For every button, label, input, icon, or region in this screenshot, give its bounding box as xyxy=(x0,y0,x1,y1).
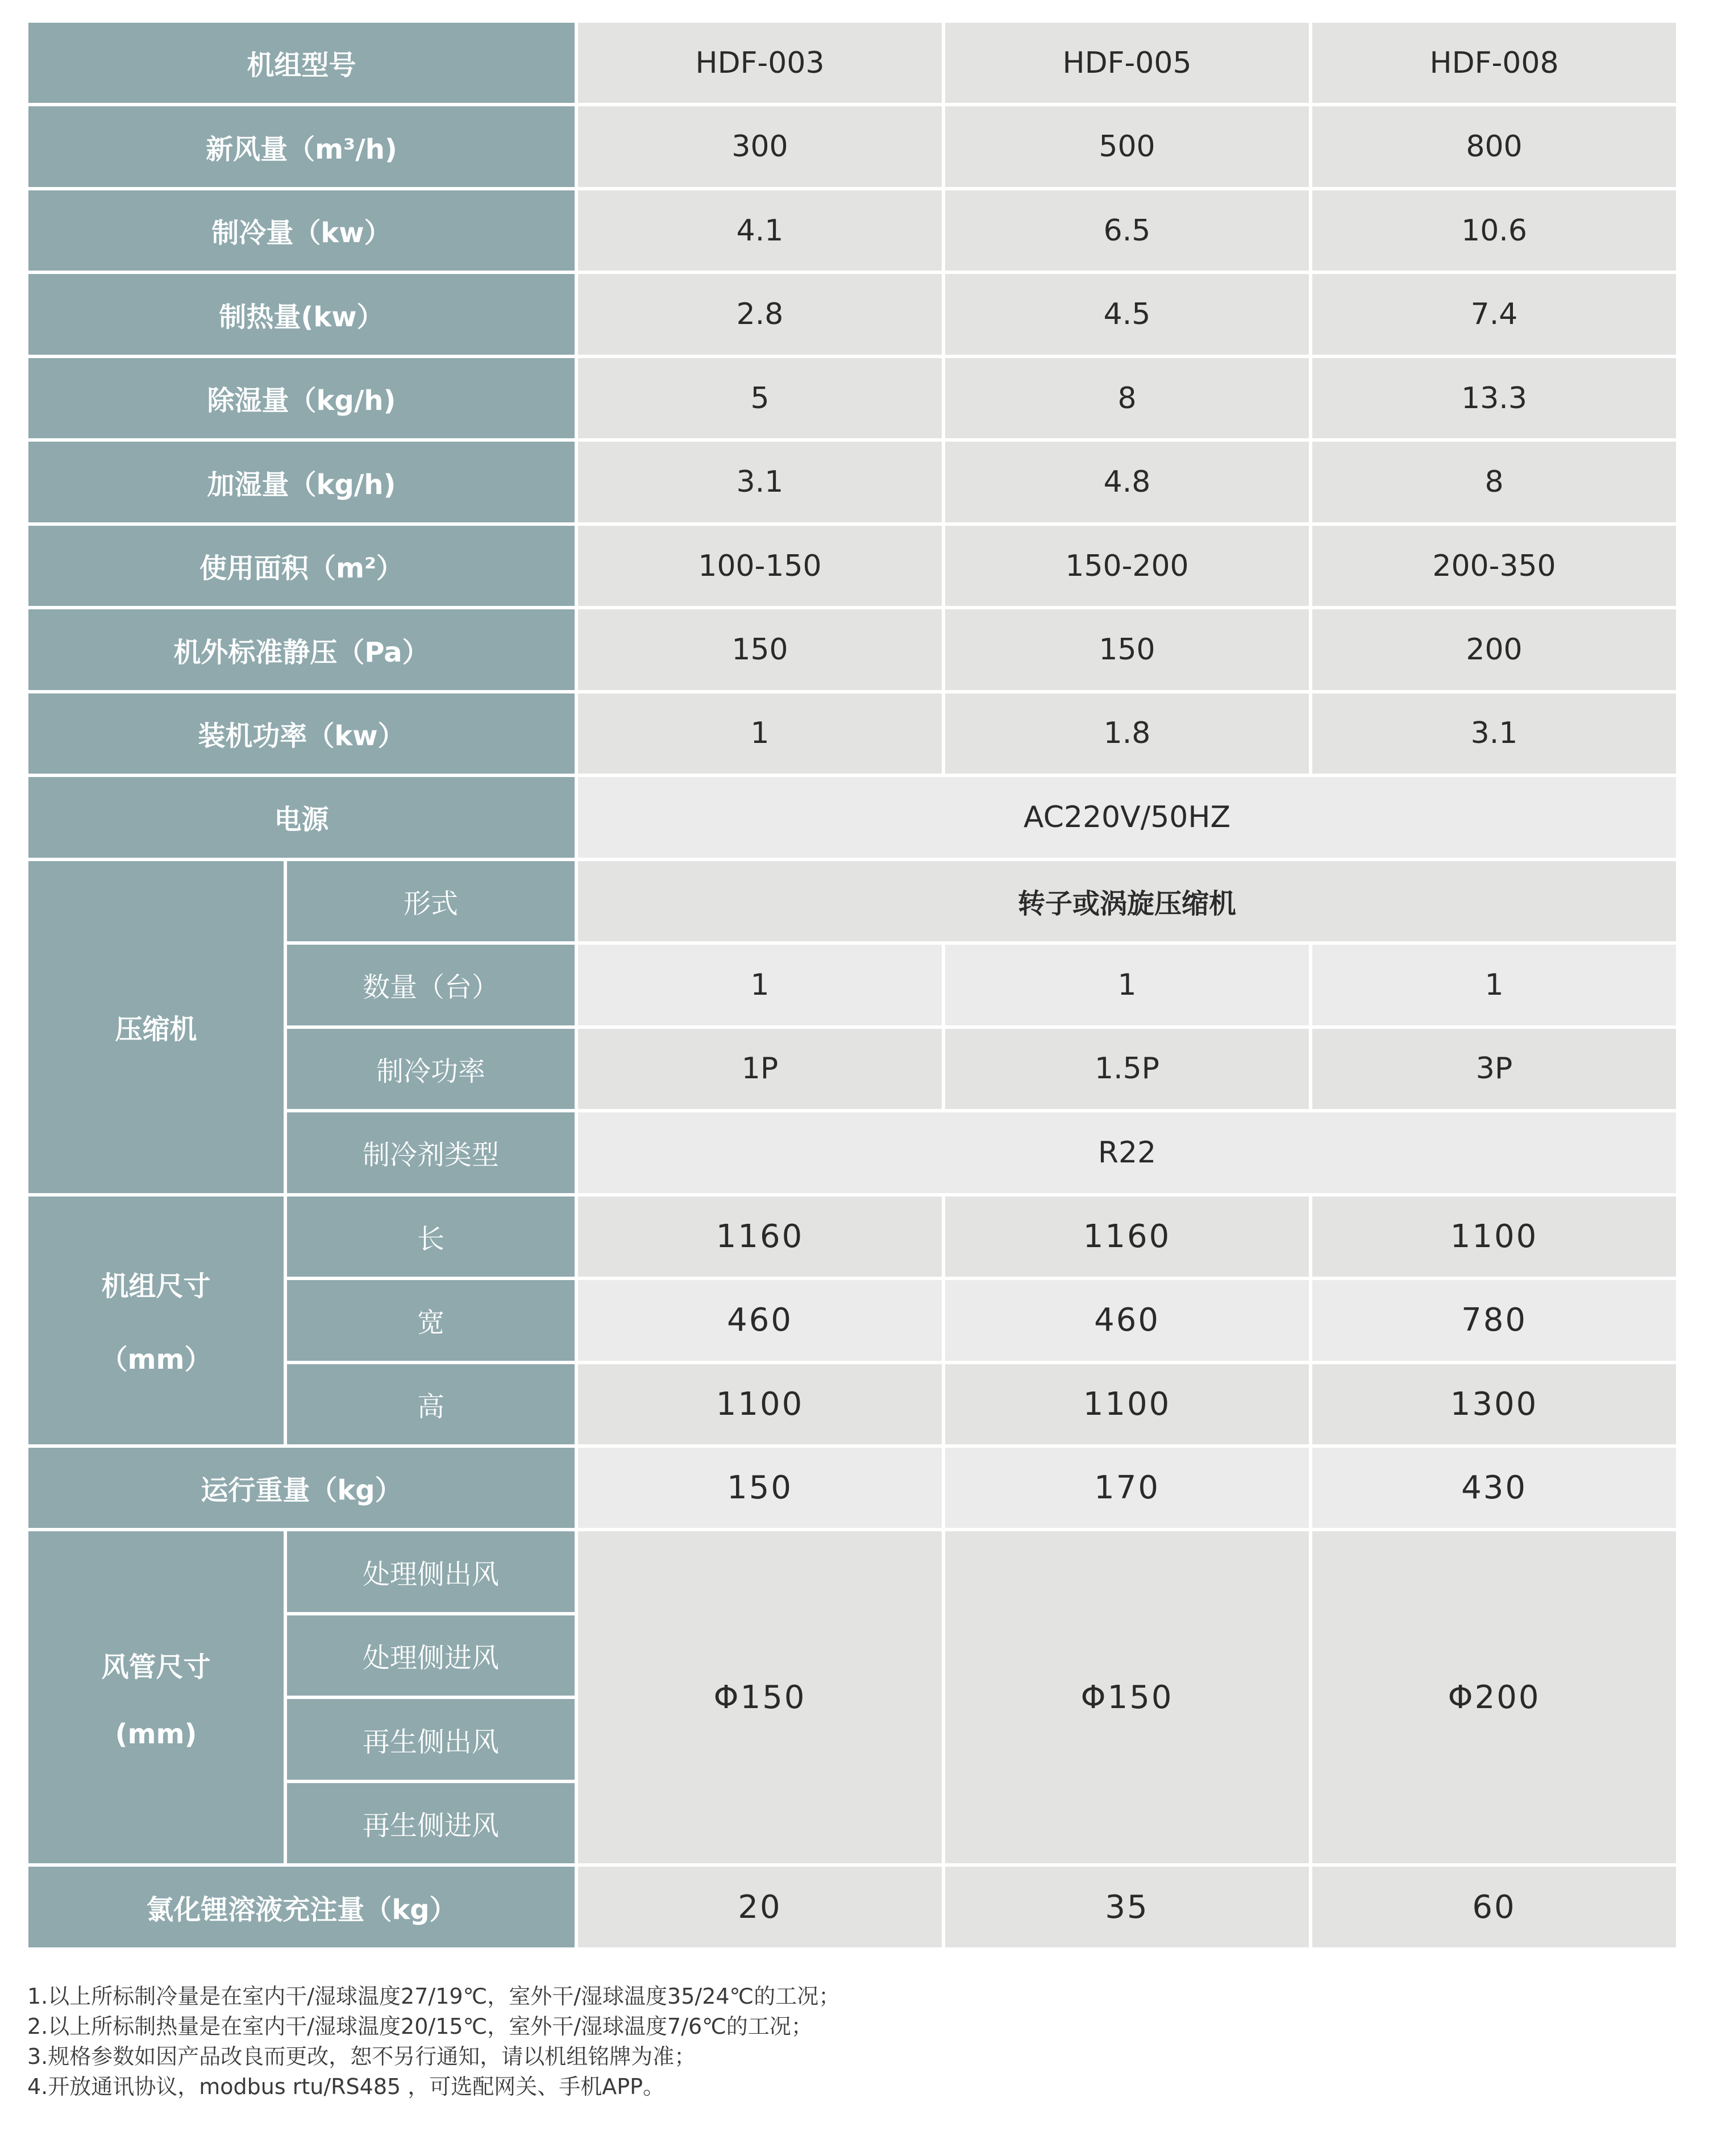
row-humid xyxy=(28,442,1676,522)
cooling-power-value: 1P xyxy=(578,1029,942,1109)
static-pressure-value: 150 xyxy=(945,609,1309,689)
static-pressure-label: 机外标准静压（Pa） xyxy=(28,609,575,689)
length-value: 1100 xyxy=(1312,1197,1676,1277)
cooling-power-label: 制冷功率 xyxy=(287,1029,575,1109)
humid-label: 加湿量（kg/h) xyxy=(28,442,575,522)
area-value: 200-350 xyxy=(1312,526,1676,606)
duct-title: 风管尺寸 xyxy=(101,1651,211,1683)
height-value: 1100 xyxy=(945,1364,1309,1444)
weight-value: 170 xyxy=(945,1448,1309,1528)
licl-label: 氯化锂溶液充注量（kg） xyxy=(28,1867,575,1947)
dimensions-label xyxy=(28,1197,284,1444)
cooling-label: 制冷量（kw） xyxy=(28,190,575,271)
duct-unit: (mm) xyxy=(115,1718,197,1750)
area-label: 使用面积（m²） xyxy=(28,526,575,606)
duct-value: Φ200 xyxy=(1312,1531,1676,1863)
duct-label xyxy=(28,1531,284,1863)
humid-value: 3.1 xyxy=(578,442,942,522)
weight-value: 150 xyxy=(578,1448,942,1528)
compressor-count-label: 数量（台） xyxy=(287,945,575,1025)
note-line: 4.开放通讯协议，modbus rtu/RS485 ，可选配网关、手机APP。 xyxy=(27,2074,665,2099)
row-static-pressure xyxy=(28,609,1676,689)
dehumid-value: 8 xyxy=(945,358,1309,438)
note-line: 3.规格参数如因产品改良而更改，恕不另行通知，请以机组铭牌为准； xyxy=(27,2044,696,2069)
dimensions-unit: （mm） xyxy=(100,1343,212,1376)
power-value: 1 xyxy=(578,693,942,774)
model-label: 机组型号 xyxy=(28,23,575,103)
cooling-power-value: 3P xyxy=(1312,1029,1676,1109)
licl-value: 35 xyxy=(945,1867,1309,1947)
fresh-air-value: 800 xyxy=(1312,106,1676,186)
compressor-count-value: 1 xyxy=(945,945,1309,1025)
length-value: 1160 xyxy=(945,1197,1309,1277)
power-value: 1.8 xyxy=(945,693,1309,774)
duct-item-label: 处理侧进风 xyxy=(287,1615,575,1696)
row-fresh-air xyxy=(28,106,1676,186)
power-value: 3.1 xyxy=(1312,693,1676,774)
power-label: 装机功率（kw） xyxy=(28,693,575,774)
row-compressor-type xyxy=(28,861,1676,941)
row-area xyxy=(28,526,1676,606)
height-value: 1100 xyxy=(578,1364,942,1444)
row-cooling xyxy=(28,190,1676,271)
heating-label: 制热量(kw） xyxy=(28,274,575,354)
compressor-count-value: 1 xyxy=(1312,945,1676,1025)
refrigerant-label: 制冷剂类型 xyxy=(287,1112,575,1193)
compressor-label: 压缩机 xyxy=(28,861,284,1193)
cooling-value: 6.5 xyxy=(945,190,1309,271)
cooling-value: 10.6 xyxy=(1312,190,1676,271)
duct-item-label: 再生侧进风 xyxy=(287,1783,575,1863)
row-model xyxy=(28,23,1676,103)
dimensions-title: 机组尺寸 xyxy=(101,1270,211,1302)
note-line: 1.以上所标制冷量是在室内干/湿球温度27/19℃，室外干/湿球温度35/24℃的工况； xyxy=(27,1984,841,2009)
cooling-power-value: 1.5P xyxy=(945,1029,1309,1109)
note-line: 2.以上所标制热量是在室内干/湿球温度20/15℃，室外干/湿球温度7/6℃的工况； xyxy=(27,2014,813,2039)
fresh-air-value: 500 xyxy=(945,106,1309,186)
duct-item-label: 处理侧出风 xyxy=(287,1531,575,1611)
width-value: 460 xyxy=(578,1280,942,1360)
licl-value: 20 xyxy=(578,1867,942,1947)
weight-label: 运行重量（kg） xyxy=(28,1448,575,1528)
duct-item-label: 再生侧出风 xyxy=(287,1699,575,1779)
duct-value: Φ150 xyxy=(945,1531,1309,1863)
spec-table xyxy=(25,19,1679,1951)
fresh-air-label: 新风量（m³/h) xyxy=(28,106,575,186)
dehumid-value: 5 xyxy=(578,358,942,438)
width-value: 460 xyxy=(945,1280,1309,1360)
duct-value: Φ150 xyxy=(578,1531,942,1863)
dehumid-value: 13.3 xyxy=(1312,358,1676,438)
static-pressure-value: 150 xyxy=(578,609,942,689)
humid-value: 4.8 xyxy=(945,442,1309,522)
area-value: 150-200 xyxy=(945,526,1309,606)
width-value: 780 xyxy=(1312,1280,1676,1360)
heating-value: 7.4 xyxy=(1312,274,1676,354)
row-dehumid xyxy=(28,358,1676,438)
length-value: 1160 xyxy=(578,1197,942,1277)
model-name: HDF-003 xyxy=(578,23,942,103)
compressor-type-value: 转子或涡旋压缩机 xyxy=(578,861,1676,941)
length-label: 长 xyxy=(287,1197,575,1277)
row-licl xyxy=(28,1867,1676,1947)
notes xyxy=(27,1981,1675,2102)
static-pressure-value: 200 xyxy=(1312,609,1676,689)
model-name: HDF-008 xyxy=(1312,23,1676,103)
fresh-air-value: 300 xyxy=(578,106,942,186)
area-value: 100-150 xyxy=(578,526,942,606)
model-name: HDF-005 xyxy=(945,23,1309,103)
row-power xyxy=(28,693,1676,774)
height-value: 1300 xyxy=(1312,1364,1676,1444)
row-weight xyxy=(28,1448,1676,1528)
humid-value: 8 xyxy=(1312,442,1676,522)
cooling-value: 4.1 xyxy=(578,190,942,271)
width-label: 宽 xyxy=(287,1280,575,1360)
supply-label: 电源 xyxy=(28,777,575,857)
weight-value: 430 xyxy=(1312,1448,1676,1528)
row-dim-length xyxy=(28,1197,1676,1277)
compressor-count-value: 1 xyxy=(578,945,942,1025)
height-label: 高 xyxy=(287,1364,575,1444)
row-duct-1 xyxy=(28,1531,1676,1611)
licl-value: 60 xyxy=(1312,1867,1676,1947)
refrigerant-value: R22 xyxy=(578,1112,1676,1193)
dehumid-label: 除湿量（kg/h) xyxy=(28,358,575,438)
heating-value: 4.5 xyxy=(945,274,1309,354)
supply-value: AC220V/50HZ xyxy=(578,777,1676,857)
compressor-type-label: 形式 xyxy=(287,861,575,941)
row-heating xyxy=(28,274,1676,354)
heating-value: 2.8 xyxy=(578,274,942,354)
row-supply xyxy=(28,777,1676,857)
